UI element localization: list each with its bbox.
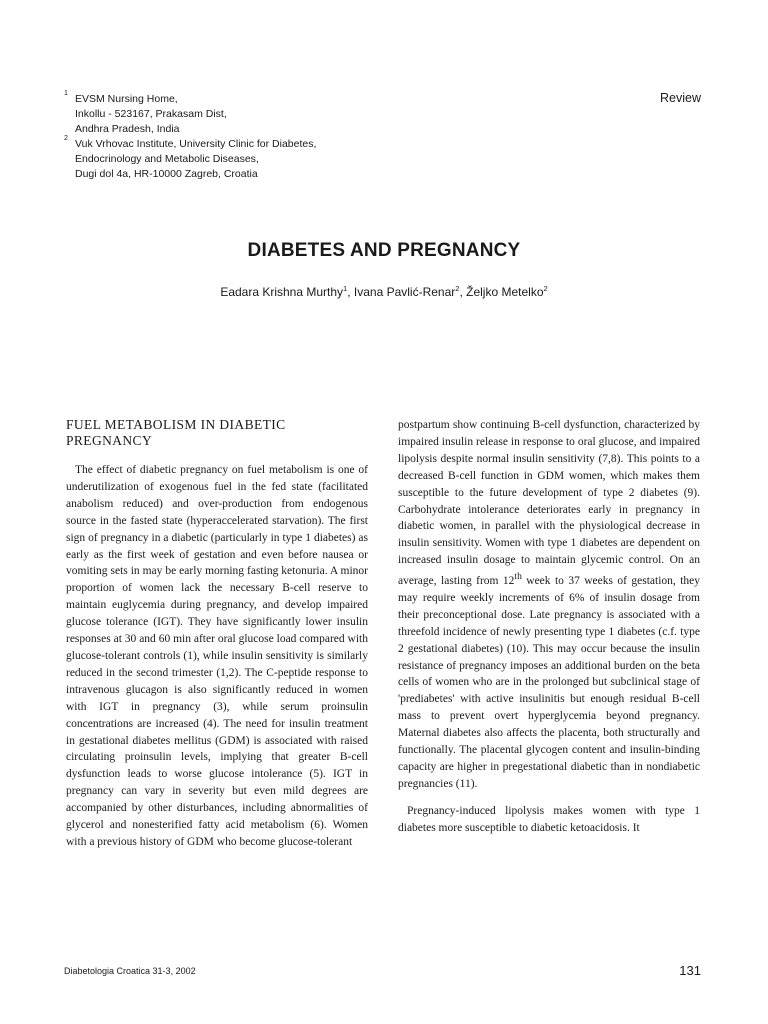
ordinal-superscript: th: [514, 571, 522, 583]
author-separator: ,: [459, 285, 467, 299]
author-affiliation-mark: 2: [455, 284, 460, 293]
article-title: DIABETES AND PREGNANCY: [247, 240, 521, 261]
author-separator: ,: [347, 285, 354, 299]
author-affiliation-mark: 1: [343, 284, 348, 293]
affiliation-mark: 2: [64, 135, 68, 142]
affiliation-line: Inkollu - 523167, Prakasam Dist,: [75, 108, 227, 120]
affiliation-2: [64, 137, 316, 182]
affiliation-line: Dugi dol 4a, HR-10000 Zagreb, Croatia: [75, 168, 258, 180]
body-column-right: [398, 417, 700, 837]
page-number: 131: [679, 963, 701, 978]
body-paragraph: [398, 417, 700, 793]
affiliation-1: [64, 92, 316, 137]
affiliation-line: Vuk Vrhovac Institute, University Clinic for Diabetes,: [75, 138, 317, 150]
affiliations-block: [64, 92, 316, 182]
body-column-left: [66, 417, 368, 851]
author-name: Eadara Krishna Murthy: [220, 285, 344, 299]
affiliation-line: Endocrinology and Metabolic Diseases,: [75, 153, 259, 165]
affiliation-line: EVSM Nursing Home,: [75, 93, 178, 105]
journal-citation: Diabetologia Croatica 31-3, 2002: [64, 966, 196, 976]
affiliation-mark: 1: [64, 90, 68, 97]
article-type-label: Review: [660, 91, 701, 105]
section-heading: FUEL METABOLISM IN DIABETIC PREGNANCY: [66, 417, 286, 448]
paragraph-text: week to 37 weeks of gestation, they may require weekly increments of 6% of insulin dosage from their preconceptional dose. Late pregnancy is associated with a threefold incidence of newly presenting type 1 diabetes (c.f. type 2 gestational diabetes) (10). This may occur because the insulin resistance of pregnancy imposes an additional burden on the beta cells of women who are in the prolonged but subclinical stage of 'prediabetes' with active insulinitis but enough residual B-cell mass to prevent overt hyperglycemia beyond pregnancy. Maternal diabetes also affects the placenta, both structurally and functionally. The placental glycogen content and insulin-binding capacity are higher in pregestational diabetic than in nondiabetic pregnancies (11).: [398, 574, 700, 790]
author-list: [0, 284, 768, 299]
author-name: Željko Metelko: [466, 285, 544, 299]
author-affiliation-mark: 2: [543, 284, 548, 293]
affiliation-line: Andhra Pradesh, India: [75, 123, 180, 135]
body-paragraph: The effect of diabetic pregnancy on fuel metabolism is one of underutilization of exogenous fuel in the fed state (facilitated anabolism reduced) and over-production from endogenous source in the fasted state (hyperaccelerated starvation). The first sign of pregnancy in a diabetic (particularly in type 1 diabetes) as early as the first week of gestation and even before nausea or vomiting sets in may be early morning fasting ketonuria. A minor proportion of women lack the necessary B-cell reserve to maintain euglycemia during pregnancy, and develop impaired glucose tolerance (IGT). They have significantly lower insulin responses at 30 and 60 min after oral glucose load compared with glucose-tolerant controls (1), while insulin sensitivity is similarly reduced in the second trimester (1,2). The C-peptide response to intravenous glucagon is also significantly reduced in women with IGT in pregnancy (3), while serum proinsulin concentrations are increased (4). The need for insulin treatment in gestational diabetes mellitus (GDM) is associated with raised circulating proinsulin levels, implying that greater B-cell dysfunction leads to worse glucose intolerance (5). IGT in pregnancy can vary in severity but even mild degrees are accompanied by other disturbances, including abnormalities of glycerol and nonesterified fatty acid metabolism (6). Women with a previous history of GDM who become glucose-tolerant: [66, 464, 368, 848]
paragraph-text: postpartum show continuing B-cell dysfunction, characterized by impaired insulin release in response to oral glucose, and impaired lipolysis despite normal insulin sensitivity (7,8). This points to a decreased B-cell function in GDM women, which makes them susceptible to the future development of type 2 diabetes (9). Carbohydrate intolerance deteriorates early in pregnancy in diabetic women, in parallel with the physiological decrease in insulin sensitivity. Women with type 1 diabetes are dependent on increased insulin dosage to maintain glycemic control. On an average, lasting from 12: [398, 419, 700, 587]
author-name: Ivana Pavlić-Renar: [353, 285, 456, 299]
body-paragraph: Pregnancy-induced lipolysis makes women with type 1 diabetes more susceptible to diabetic ketoacidosis. It: [398, 804, 700, 834]
